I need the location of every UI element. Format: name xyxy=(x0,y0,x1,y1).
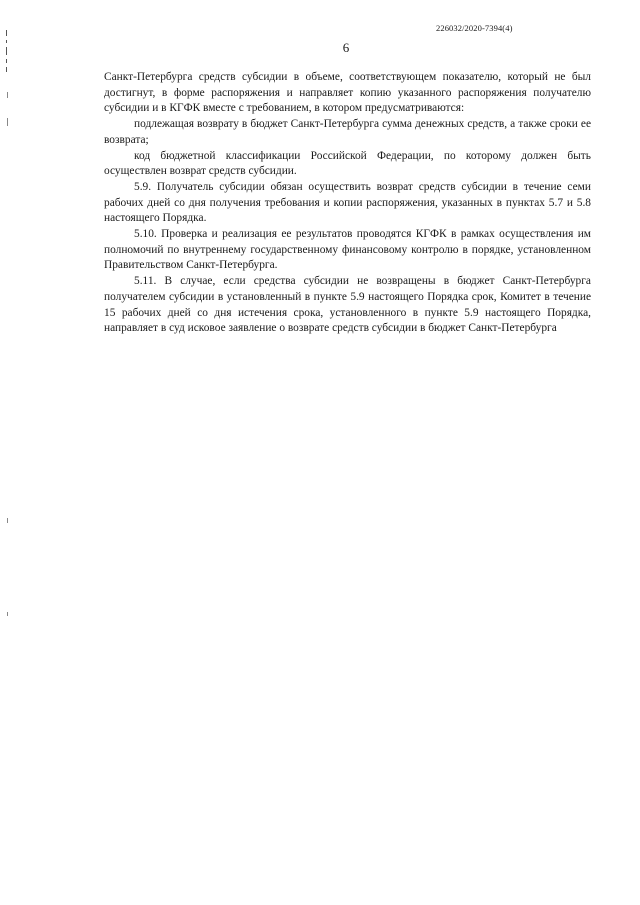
paragraph-refund-amount: подлежащая возврату в бюджет Санкт-Петербурга сумма денежных средств, а также сроки ее возврата; xyxy=(104,118,591,146)
scan-margin-mark xyxy=(7,518,8,523)
paragraph-5-11: 5.11. В случае, если средства субсидии не возвращены в бюджет Санкт-Петербурга получателем субсидии в установленный в пункте 5.9 настоящего Порядка срок, Комитет в течение 15 рабочих дней со дня истечения срока, установленного в пункте 5.9 настоящего Порядка, направляет в суд исковое заявление о возврате средств субсидии в бюджет Санкт-Петербурга xyxy=(104,275,591,335)
registration-number: 226032/2020-7394(4) xyxy=(436,23,513,33)
paragraph-5-9: 5.9. Получатель субсидии обязан осуществить возврат средств субсидии в течение семи рабочих дней со дня получения требования и копии распоряжения, указанных в пунктах 5.7 и 5.8 настоящего Порядка. xyxy=(104,180,591,225)
scan-margin-mark xyxy=(7,612,8,616)
paragraph-continuation: Санкт-Петербурга средств субсидии в объеме, соответствующем показателю, который не был достигнут, в форме распоряжения и направляет копию указанного распоряжения получателю субсидии и в КГФК вместе с требованием, в котором предусматриваются: xyxy=(104,71,591,115)
paragraph-budget-code: код бюджетной классификации Российской Федерации, по которому должен быть осуществлен возврат средств субсидии. xyxy=(104,149,591,178)
scan-margin-mark xyxy=(7,118,8,126)
paragraph-5-10: 5.10. Проверка и реализация ее результатов проводятся КГФК в рамках осуществления им полномочий по внутреннему государственному финансовому контролю в порядке, установленном Правительством Санкт-Петербурга. xyxy=(104,228,591,272)
document-body xyxy=(104,70,591,337)
scan-margin-mark xyxy=(7,92,8,98)
page-number: 6 xyxy=(342,40,350,55)
